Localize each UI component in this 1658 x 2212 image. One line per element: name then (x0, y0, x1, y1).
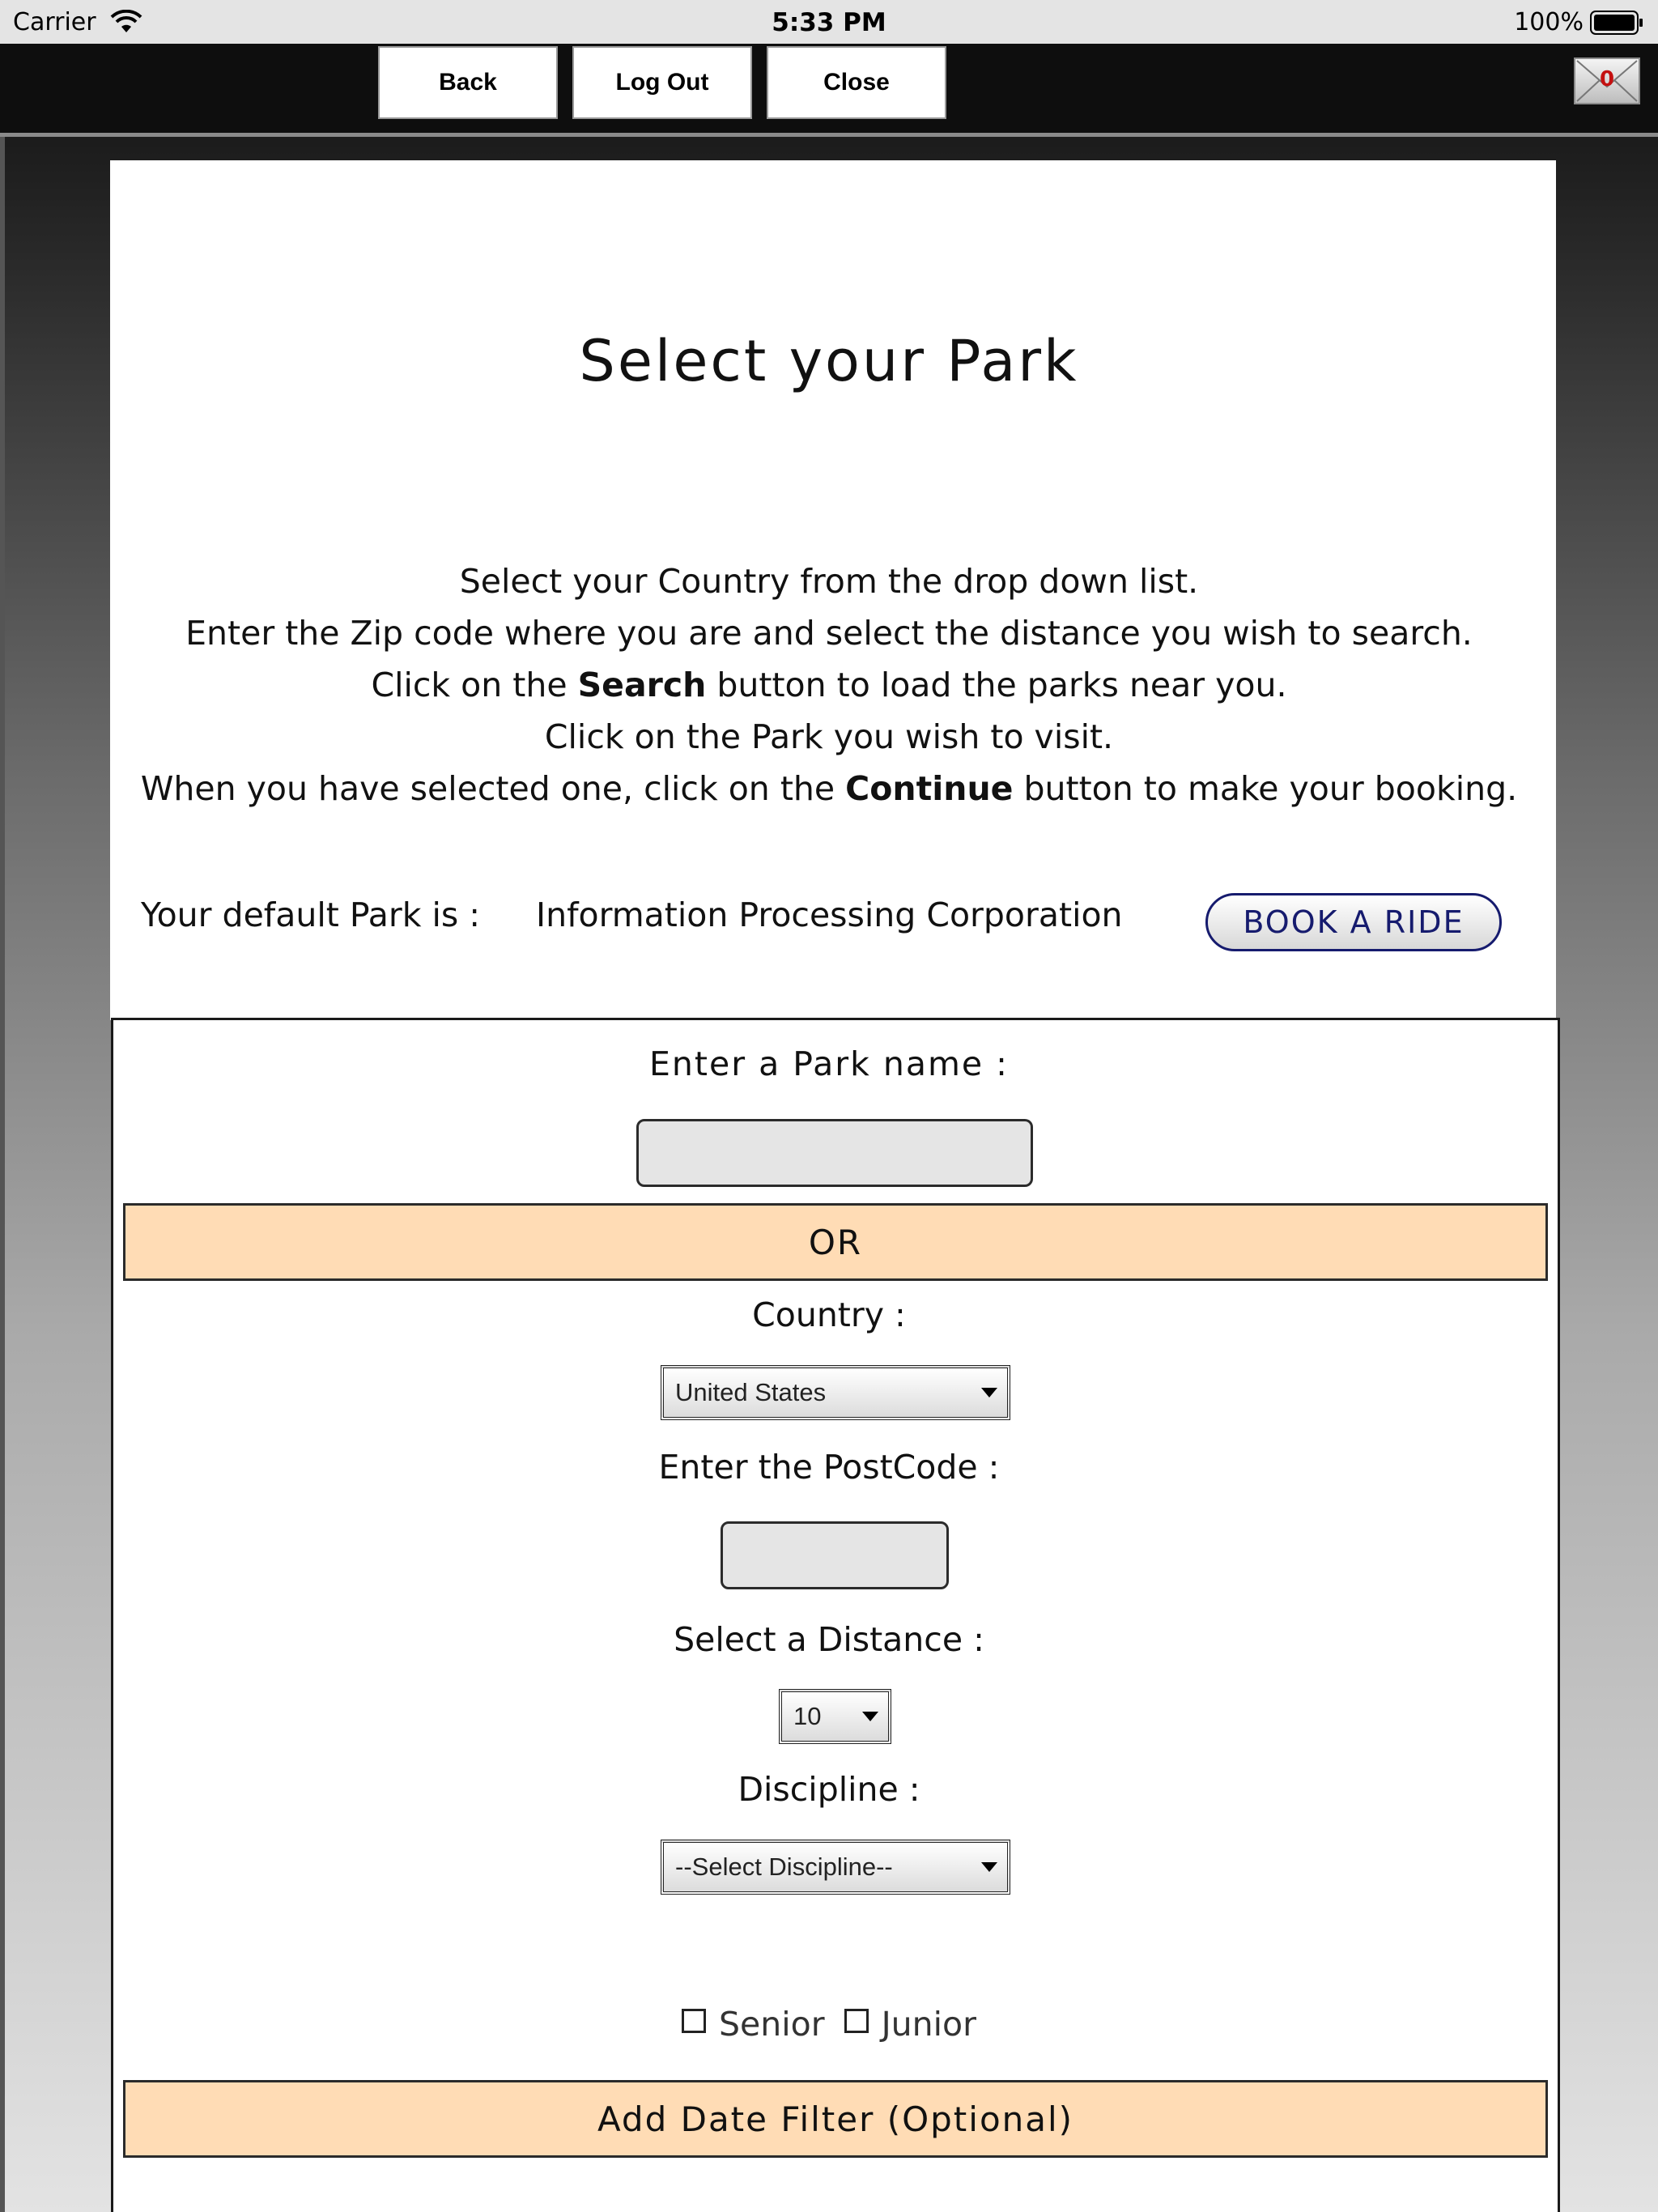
page-title: Select your Park (579, 328, 1079, 394)
junior-option[interactable] (844, 2005, 976, 2044)
junior-checkbox[interactable] (844, 2009, 869, 2033)
book-a-ride-button[interactable]: BOOK A RIDE (1205, 893, 1502, 951)
distance-select[interactable] (779, 1689, 891, 1744)
country-label: Country : (752, 1295, 906, 1334)
instruction-line: Click on the Search button to load the parks near you. (371, 666, 1287, 704)
logout-button[interactable]: Log Out (572, 46, 752, 119)
carrier-label: Carrier (13, 8, 96, 36)
junior-label: Junior (881, 2005, 976, 2044)
dropdown-arrow-icon (981, 1388, 997, 1397)
instruction-line: Enter the Zip code where you are and select the distance you wish to search. (185, 614, 1473, 653)
instruction-line: When you have selected one, click on the Continue button to make your booking. (140, 769, 1518, 808)
senior-checkbox[interactable] (682, 2009, 706, 2033)
discipline-label: Discipline : (738, 1770, 920, 1809)
default-park-value: Information Processing Corporation (536, 895, 1123, 934)
distance-label: Select a Distance : (674, 1620, 984, 1659)
senior-label: Senior (719, 2005, 825, 2044)
back-button[interactable]: Back (378, 46, 558, 119)
default-park-label: Your default Park is : (141, 895, 481, 934)
instruction-line: Click on the Park you wish to visit. (544, 717, 1114, 756)
mail-button[interactable] (1574, 57, 1640, 104)
left-edge (0, 137, 5, 2212)
nav-bar (0, 44, 1658, 137)
park-name-label: Enter a Park name : (649, 1044, 1009, 1083)
distance-select-value: 10 (793, 1702, 822, 1730)
status-bar (0, 0, 1658, 44)
park-name-input[interactable] (636, 1119, 1033, 1187)
mail-count-badge: 0 (1599, 67, 1615, 91)
battery-icon (1590, 11, 1643, 35)
close-button[interactable]: Close (767, 46, 946, 119)
dropdown-arrow-icon (862, 1712, 878, 1721)
postcode-input[interactable] (721, 1521, 949, 1589)
country-select[interactable] (661, 1365, 1010, 1420)
add-date-filter-button[interactable]: Add Date Filter (Optional) (123, 2080, 1548, 2158)
or-divider: OR (123, 1203, 1548, 1281)
senior-option[interactable] (682, 2005, 825, 2044)
discipline-select-value: --Select Discipline-- (675, 1853, 893, 1881)
instruction-line: Select your Country from the drop down list. (459, 562, 1199, 601)
battery-percent: 100% (1514, 8, 1584, 36)
age-filter-row (0, 2005, 1658, 2044)
postcode-label: Enter the PostCode : (658, 1448, 1000, 1487)
country-select-value: United States (675, 1378, 827, 1406)
dropdown-arrow-icon (981, 1862, 997, 1872)
instructions (0, 555, 1658, 815)
discipline-select[interactable] (661, 1840, 1010, 1895)
clock: 5:33 PM (772, 8, 886, 37)
